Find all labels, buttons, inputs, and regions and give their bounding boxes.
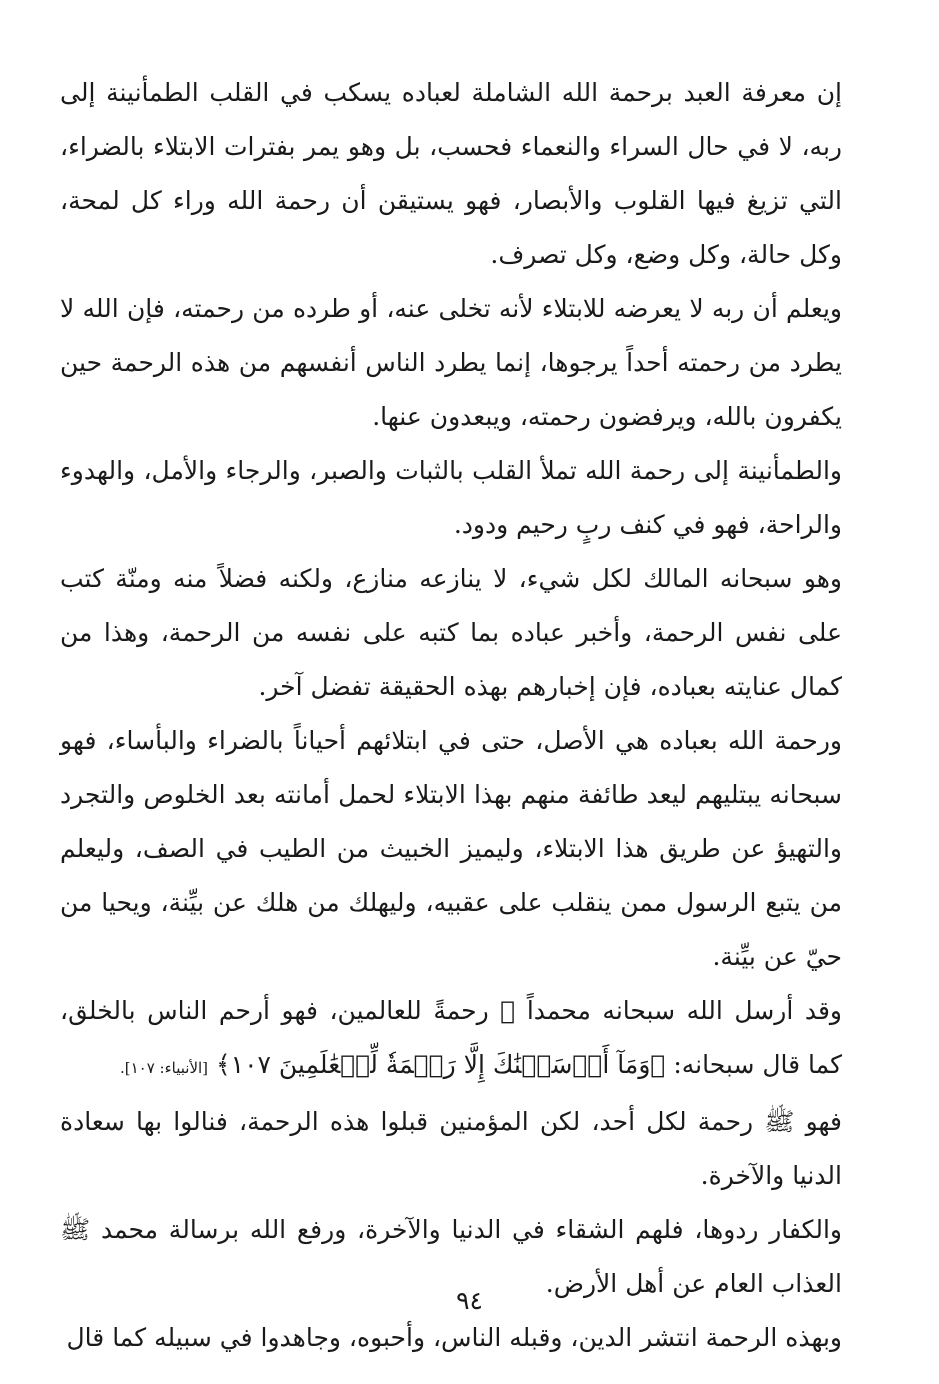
page-number: ٩٤ xyxy=(456,1286,483,1315)
verse-reference: [الأنبياء: ١٠٧]. xyxy=(119,1059,209,1077)
paragraph: والطمأنينة إلى رحمة الله تملأ القلب بالثبات والصبر، والرجاء والأمل، والهدوء والراحة، فهو في كنف ربٍ رحيم ودود. xyxy=(60,456,842,539)
paragraph: ويعلم أن ربه لا يعرضه للابتلاء لأنه تخلى عنه، أو طرده من رحمته، فإن الله لا يطرد من رحمته أحداً يرجوها، إنما يطرد الناس أنفسهم من هذه الرحمة حين يكفرون بالله، ويرفضون رحمته، ويبعدون عنها. xyxy=(60,294,842,431)
quran-lead-text: وقد أرسل الله سبحانه محمداً ﷺ رحمةً للعالمين، فهو أرحم الناس بالخلق، كما قال سبحانه: xyxy=(60,996,842,1079)
paragraph: ورحمة الله بعباده هي الأصل، حتى في ابتلائهم أحياناً بالضراء والبأساء، فهو سبحانه يبتليهم ليعد طائفة منهم بهذا الابتلاء لحمل أمانته بعد الخلوص والتجرد والتهيؤ عن طريق هذا الابتلاء، وليميز الخبيث من الطيب في الصف، وليعلم من يتبع الرسول ممن ينقلب على عقبيه، وليهلك من هلك عن بيِّنة، ويحيا من حيّ عن بيِّنة. xyxy=(60,726,842,971)
quran-verse: ﴿وَمَآ أَرۡسَلۡنَٰكَ إِلَّا رَحۡمَةٗ لِّلۡعَٰلَمِينَ ١٠٧﴾ xyxy=(215,1050,666,1079)
paragraph: وبهذه الرحمة انتشر الدين، وقبله الناس، وأحبوه، وجاهدوا في سبيله كما قال xyxy=(66,1323,842,1352)
body-text xyxy=(60,66,842,1365)
paragraph: وهو سبحانه المالك لكل شيء، لا ينازعه منازع، ولكنه فضلاً منه ومنّة كتب على نفس الرحمة، وأخبر عباده بما كتبه على نفسه من الرحمة، وهذا من كمال عنايته بعباده، فإن إخبارهم بهذه الحقيقة تفضل آخر. xyxy=(60,564,842,701)
paragraph: فهو ﷺ رحمة لكل أحد، لكن المؤمنين قبلوا هذه الرحمة، فنالوا بها سعادة الدنيا والآخرة. xyxy=(60,1107,842,1190)
quran-paragraph xyxy=(60,984,842,1095)
paragraph: إن معرفة العبد برحمة الله الشاملة لعباده يسكب في القلب الطمأنينة إلى ربه، لا في حال السراء والنعماء فحسب، بل وهو يمر بفترات الابتلاء بالضراء، التي تزيغ فيها القلوب والأبصار، فهو يستيقن أن رحمة الله وراء كل لمحة، وكل حالة، وكل وضع، وكل تصرف. xyxy=(60,78,842,269)
paragraph: والكفار ردوها، فلهم الشقاء في الدنيا والآخرة، ورفع الله برسالة محمد ﷺ العذاب العام عن أهل الأرض. xyxy=(60,1215,842,1298)
